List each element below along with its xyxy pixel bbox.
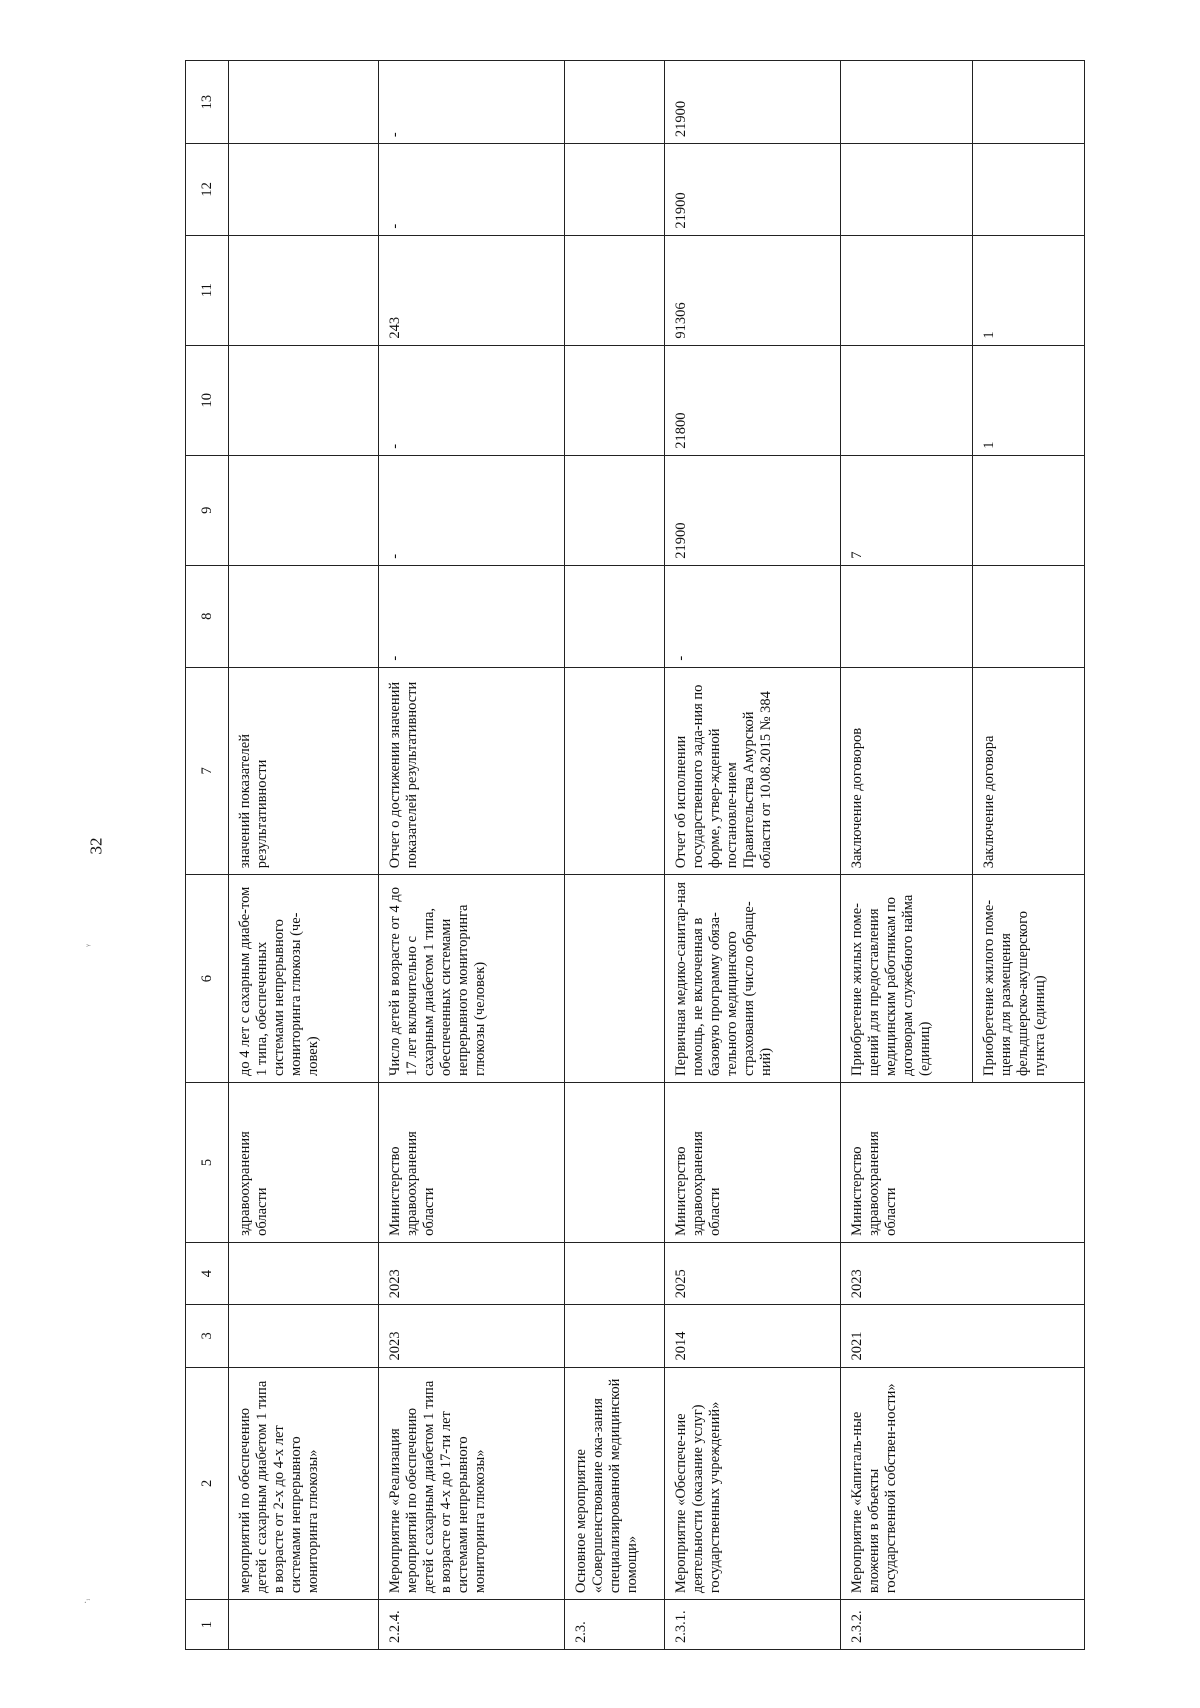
header-cell-11: 11 [186, 235, 229, 345]
cell-value-10: 1 [973, 345, 1085, 455]
cell-value-12: - [379, 144, 565, 235]
cell-result-form: Отчет об исполнении государственного зада-ния по форме, утвер-жденной постановле-нием Правительства Амурской области от 10.08.2015 № 384 [665, 667, 841, 875]
cell-start-year [229, 1305, 379, 1367]
cell-result-form: Отчет о достижении значений показателей результативности [379, 667, 565, 875]
cell-value-11: 91306 [665, 235, 841, 345]
cell-end-year: 2023 [379, 1242, 565, 1304]
cell-value-8 [973, 565, 1085, 667]
table-row [379, 61, 565, 1650]
cell-value-8 [565, 565, 665, 667]
table-row [229, 61, 379, 1650]
cell-value-12: 21900 [665, 144, 841, 235]
rotated-table-wrapper [185, 60, 1085, 1650]
cell-start-year: 2023 [379, 1305, 565, 1367]
cell-value-13 [565, 61, 665, 144]
cell-value-10: - [379, 345, 565, 455]
cell-indicator: Приобретение жилого поме-щения для размещения фельдшерско-акушерского пункта (единиц) [973, 875, 1085, 1083]
cell-value-11 [841, 235, 973, 345]
cell-value-8: - [665, 565, 841, 667]
cell-end-year: 2025 [665, 1242, 841, 1304]
cell-value-12 [973, 144, 1085, 235]
cell-result-form: значений показателей результативности [229, 667, 379, 875]
cell-indicator: Приобретение жилых поме-щений для предоставления медицинским работникам по договорам служебного найма (единиц) [841, 875, 973, 1083]
cell-measure-name: Мероприятие «Капиталь-ные вложения в объекты государственной собствен-ности» [841, 1367, 1085, 1600]
cell-indicator [565, 875, 665, 1083]
cell-value-11 [565, 235, 665, 345]
cell-executor [565, 1082, 665, 1242]
page-number: 32 [86, 837, 106, 855]
header-row [186, 61, 229, 1650]
cell-value-8 [841, 565, 973, 667]
cell-value-10 [565, 345, 665, 455]
cell-value-9: 21900 [665, 455, 841, 565]
header-cell-8: 8 [186, 565, 229, 667]
cell-measure-name: мероприятий по обеспечению детей с сахарным диабетом 1 типа в возрасте от 2-х до 4-х лет системами непрерывного мониторинга глюкозы» [229, 1367, 379, 1600]
table-row [565, 61, 665, 1650]
cell-value-10: 21800 [665, 345, 841, 455]
header-cell-6: 6 [186, 875, 229, 1083]
cell-value-8 [229, 565, 379, 667]
header-cell-1: 1 [186, 1600, 229, 1650]
cell-start-year [565, 1305, 665, 1367]
cell-number: 2.3.1. [665, 1600, 841, 1650]
cell-value-9 [229, 455, 379, 565]
cell-value-9 [565, 455, 665, 565]
cell-value-9: - [379, 455, 565, 565]
header-cell-7: 7 [186, 667, 229, 875]
cell-value-13 [973, 61, 1085, 144]
cell-executor: Министерство здравоохранения области [841, 1082, 1085, 1242]
cell-value-13 [229, 61, 379, 144]
cell-value-10 [841, 345, 973, 455]
cell-value-12 [841, 144, 973, 235]
cell-value-13: - [379, 61, 565, 144]
program-measures-table [185, 60, 1085, 1650]
cell-end-year [565, 1242, 665, 1304]
header-cell-9: 9 [186, 455, 229, 565]
cell-executor: здравоохранения области [229, 1082, 379, 1242]
cell-indicator: Первичная медико-санитар-ная помощь, не включенная в базовую программу обяза-тельного медицинского страхования (число обраще-ний) [665, 875, 841, 1083]
cell-indicator: до 4 лет с сахарным диабе-том 1 типа, обеспеченных системами непрерывного мониторинга глюкозы (че-ловек) [229, 875, 379, 1083]
header-cell-2: 2 [186, 1367, 229, 1600]
cell-value-8: - [379, 565, 565, 667]
cell-measure-name: Мероприятие «Реализация мероприятий по обеспечению детей с сахарным диабетом 1 типа в возрасте от 4-х до 17-ти лет системами непрерывного мониторинга глюкозы» [379, 1367, 565, 1600]
cell-value-13: 21900 [665, 61, 841, 144]
cell-measure-name: Мероприятие «Обеспече-ние деятельности (оказание услуг) государственных учреждений» [665, 1367, 841, 1600]
cell-value-13 [841, 61, 973, 144]
scan-artifact-mark: ᵞ [83, 944, 95, 947]
cell-number: 2.3.2. [841, 1600, 1085, 1650]
cell-value-12 [229, 144, 379, 235]
cell-result-form [565, 667, 665, 875]
cell-start-year: 2021 [841, 1305, 1085, 1367]
cell-value-12 [565, 144, 665, 235]
cell-value-11: 1 [973, 235, 1085, 345]
cell-end-year [229, 1242, 379, 1304]
cell-executor: Министерство здравоохранения области [665, 1082, 841, 1242]
header-cell-3: 3 [186, 1305, 229, 1367]
cell-value-10 [229, 345, 379, 455]
cell-number: 2.3. [565, 1600, 665, 1650]
header-cell-13: 13 [186, 61, 229, 144]
cell-value-9: 7 [841, 455, 973, 565]
cell-number [229, 1600, 379, 1650]
cell-result-form: Заключение договоров [841, 667, 973, 875]
cell-start-year: 2014 [665, 1305, 841, 1367]
scan-artifact-mark-2: ·ᵢ [80, 1599, 92, 1604]
header-cell-5: 5 [186, 1082, 229, 1242]
header-cell-4: 4 [186, 1242, 229, 1304]
table-row [841, 61, 973, 1650]
header-cell-10: 10 [186, 345, 229, 455]
header-cell-12: 12 [186, 144, 229, 235]
cell-result-form: Заключение договора [973, 667, 1085, 875]
cell-measure-name: Основное мероприятие «Совершенствование ока-зания специализированной медицинской помощи» [565, 1367, 665, 1600]
cell-executor: Министерство здравоохранения области [379, 1082, 565, 1242]
cell-value-11 [229, 235, 379, 345]
cell-number: 2.2.4. [379, 1600, 565, 1650]
cell-indicator: Число детей в возрасте от 4 до 17 лет включительно с сахарным диабетом 1 типа, обеспеченных системами непрерывного мониторинга глюкозы (человек) [379, 875, 565, 1083]
table-row [665, 61, 841, 1650]
cell-value-9 [973, 455, 1085, 565]
cell-value-11: 243 [379, 235, 565, 345]
cell-end-year: 2023 [841, 1242, 1085, 1304]
